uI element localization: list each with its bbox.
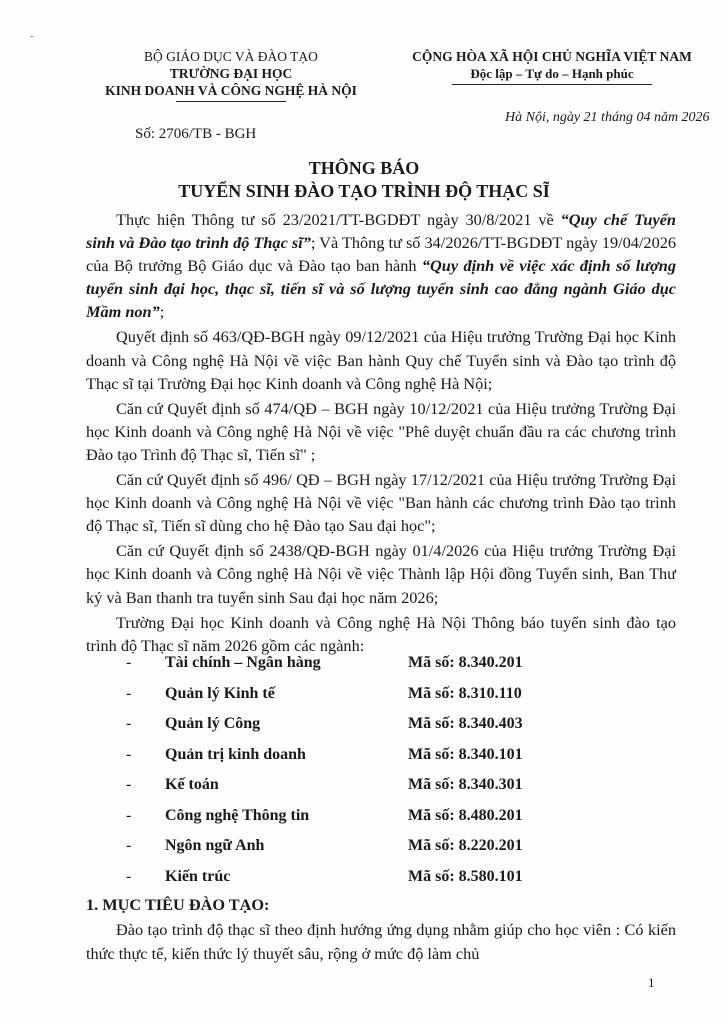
ministry-name: BỘ GIÁO DỤC VÀ ĐÀO TẠO <box>144 49 318 64</box>
bullet-dash: - <box>126 837 132 854</box>
document-subtitle: TUYỂN SINH ĐÀO TẠO TRÌNH ĐỘ THẠC SĨ <box>178 181 550 201</box>
section-body <box>86 918 676 966</box>
preamble <box>86 208 676 659</box>
majors-list <box>120 654 600 898</box>
motto-underline <box>452 84 652 85</box>
major-code: Mã số: 8.310.110 <box>408 684 522 702</box>
major-code: Mã số: 8.220.201 <box>408 837 523 854</box>
bullet-dash: - <box>126 745 132 763</box>
text-span: ; Và Thông tư số 34/2026/TT-BGDĐT ngày 19/04/2026 của Bộ trưởng Bộ Giáo dục và Đào tạo ban hành <box>86 233 676 276</box>
paragraph-objectives: Đào tạo trình độ thạc sĩ theo định hướng ứng dụng nhằm giúp cho học viên : Có kiến thức thực tế, kiến thức lý thuyết sâu, rộng ở mức độ làm chủ <box>86 920 676 963</box>
major-code: Mã số: 8.340.403 <box>408 715 523 732</box>
document-title: THÔNG BÁO <box>308 158 420 178</box>
list-item <box>120 837 600 868</box>
text-span: ; <box>159 302 165 322</box>
document-number: Số: 2706/TB - BGH <box>135 126 257 142</box>
corner-mark: - <box>30 30 34 42</box>
bullet-dash: - <box>126 715 132 732</box>
major-code: Mã số: 8.480.201 <box>408 806 523 824</box>
national-motto: Độc lập – Tự do – Hạnh phúc <box>470 66 634 81</box>
issue-date: Hà Nội, ngày 21 tháng 04 năm 2026 <box>505 110 710 125</box>
bullet-dash: - <box>126 806 132 824</box>
major-name: Kế toán <box>165 776 219 793</box>
list-item <box>120 868 600 899</box>
major-name: Quản trị kinh doanh <box>165 745 306 763</box>
nation-name: CỘNG HÒA XÃ HỘI CHỦ NGHĨA VIỆT NAM <box>412 49 692 64</box>
list-item <box>120 685 600 716</box>
bullet-dash: - <box>126 654 132 671</box>
regulation-title: “Quy định về việc xác định số lượng tuyển sinh đại học, thạc sĩ, tiến sĩ và số lượng tuyển sinh cao đẳng ngành Giáo dục Mầm non” <box>86 256 676 322</box>
text-span: Thực hiện Thông tư số 23/2021/TT-BGDĐT ngày 30/8/2021 về <box>116 210 561 229</box>
list-item <box>120 807 600 838</box>
bullet-dash: - <box>126 867 132 885</box>
major-name: Ngôn ngữ Anh <box>165 837 265 854</box>
paragraph-decision-474: Căn cứ Quyết định số 474/QĐ – BGH ngày 10/12/2021 của Hiệu trưởng Trường Đại học Kinh doanh và Công nghệ Hà Nội về việc "Phê duyệt chuẩn đầu ra các chương trình Đào tạo Trình độ Thạc sĩ, Tiến sĩ" ; <box>86 398 676 464</box>
major-name: Quản lý Kinh tế <box>165 684 275 702</box>
list-item <box>120 776 600 807</box>
major-name: Quản lý Công <box>165 715 261 732</box>
major-name: Công nghệ Thông tin <box>165 806 310 824</box>
regulation-title: “Quy chế Tuyển sinh và Đào tạo trình độ Thạc sĩ” <box>86 210 676 253</box>
paragraph-decision-463: Quyết định số 463/QĐ-BGH ngày 09/12/2021 của Hiệu trưởng Trường Đại học Kinh doanh và Công nghệ Hà Nội về việc Ban hành Quy chế Tuyển sinh và Đào tạo trình độ Thạc sĩ tại Trường Đại học Kinh doanh và Công nghệ Hà Nội; <box>86 327 676 393</box>
major-code: Mã số: 8.340.301 <box>408 776 523 793</box>
paragraph-announcement: Trường Đại học Kinh doanh và Công nghệ Hà Nội Thông báo tuyển sinh đào tạo trình độ Thạc sĩ năm 2026 gồm các ngành: <box>86 612 676 655</box>
university-name-line1: TRƯỜNG ĐẠI HỌC <box>169 66 293 81</box>
major-code: Mã số: 8.340.101 <box>408 745 523 763</box>
national-header <box>392 48 712 85</box>
paragraph-legal-basis <box>86 208 676 323</box>
major-name: Kiến trúc <box>165 867 231 885</box>
list-item <box>120 715 600 746</box>
org-underline <box>176 101 286 102</box>
major-name: Tài chính – Ngân hàng <box>165 654 321 671</box>
list-item <box>120 654 600 685</box>
page-number: 1 <box>648 975 655 990</box>
university-name-line2: KINH DOANH VÀ CÔNG NGHỆ HÀ NỘI <box>105 83 357 98</box>
list-item <box>120 746 600 777</box>
issuing-organization <box>96 48 366 102</box>
major-code: Mã số: 8.340.201 <box>408 654 523 671</box>
major-code: Mã số: 8.580.101 <box>408 867 523 885</box>
bullet-dash: - <box>126 684 132 702</box>
section-heading: 1. MỤC TIÊU ĐÀO TẠO: <box>86 895 270 914</box>
paragraph-decision-2438: Căn cứ Quyết định số 2438/QĐ-BGH ngày 01/4/2026 của Hiệu trưởng Trường Đại học Kinh doanh và Công nghệ Hà Nội về việc Thành lập Hội đồng Tuyển sinh, Ban Thư ký và Ban thanh tra tuyển sinh Sau đại học năm 2026; <box>86 541 676 607</box>
paragraph-decision-496: Căn cứ Quyết định số 496/ QĐ – BGH ngày 17/12/2021 của Hiệu trưởng Trường Đại học Kinh doanh và Công nghệ Hà Nội về việc "Ban hành các chương trình Đào tạo trình độ Thạc sĩ, Tiến sĩ dùng cho hệ Đào tạo Sau đại học"; <box>86 470 676 536</box>
bullet-dash: - <box>126 776 132 793</box>
